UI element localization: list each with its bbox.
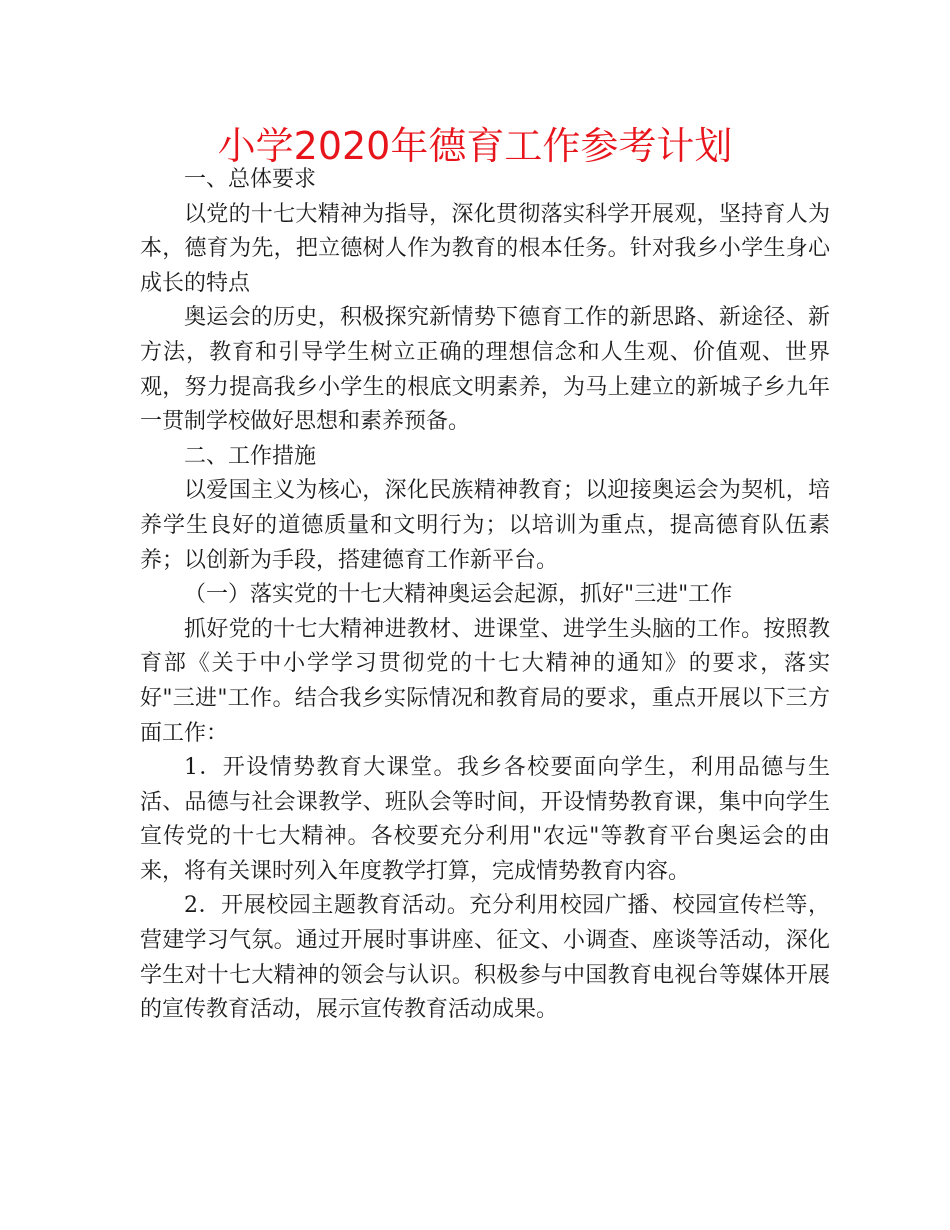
paragraph: 以党的十七大精神为指导，深化贯彻落实科学开展观，坚持育人为本，德育为先，把立德树人作为教育的根本任务。针对我乡小学生身心成长的特点 xyxy=(140,201,830,296)
document-title: 小学2020年德育工作参考计划 xyxy=(217,124,733,168)
paragraph: 抓好党的十七大精神进教材、进课堂、进学生头脑的工作。按照教育部《关于中小学学习贯彻党的十七大精神的通知》的要求，落实好"三进"工作。结合我乡实际情况和教育局的要求，重点开展以下三方面工作： xyxy=(140,616,830,746)
subsection-heading: （一）落实党的十七大精神奥运会起源，抓好"三进"工作 xyxy=(184,582,733,608)
list-item: 2．开展校园主题教育活动。充分利用校园广播、校园宣传栏等，营建学习气氛。通过开展时事讲座、征文、小调查、座谈等活动，深化学生对十七大精神的领会与认识。积极参与中国教育电视台等媒体开展的宣传教育活动，展示宣传教育活动成果。 xyxy=(140,893,830,1023)
document-body xyxy=(140,163,830,1028)
list-item: 1．开设情势教育大课堂。我乡各校要面向学生，利用品德与生活、品德与社会课教学、班队会等时间，开设情势教育课，集中向学生宣传党的十七大精神。各校要充分利用"农远"等教育平台奥运会的由来，将有关课时列入年度教学打算，完成情势教育内容。 xyxy=(140,755,830,884)
section-heading-work-measures: 二、工作措施 xyxy=(184,443,317,469)
paragraph: 以爱国主义为核心，深化民族精神教育；以迎接奥运会为契机，培养学生良好的道德质量和文明行为；以培训为重点，提高德育队伍素养；以创新为手段，搭建德育工作新平台。 xyxy=(140,478,830,573)
section-heading-general-requirements: 一、总体要求 xyxy=(184,167,317,192)
paragraph: 奥运会的历史，积极探究新情势下德育工作的新思路、新途径、新方法，教育和引导学生树立正确的理想信念和人生观、价值观、世界观，努力提高我乡小学生的根底文明素养，为马上建立的新城子乡九年一贯制学校做好思想和素养预备。 xyxy=(140,305,830,435)
